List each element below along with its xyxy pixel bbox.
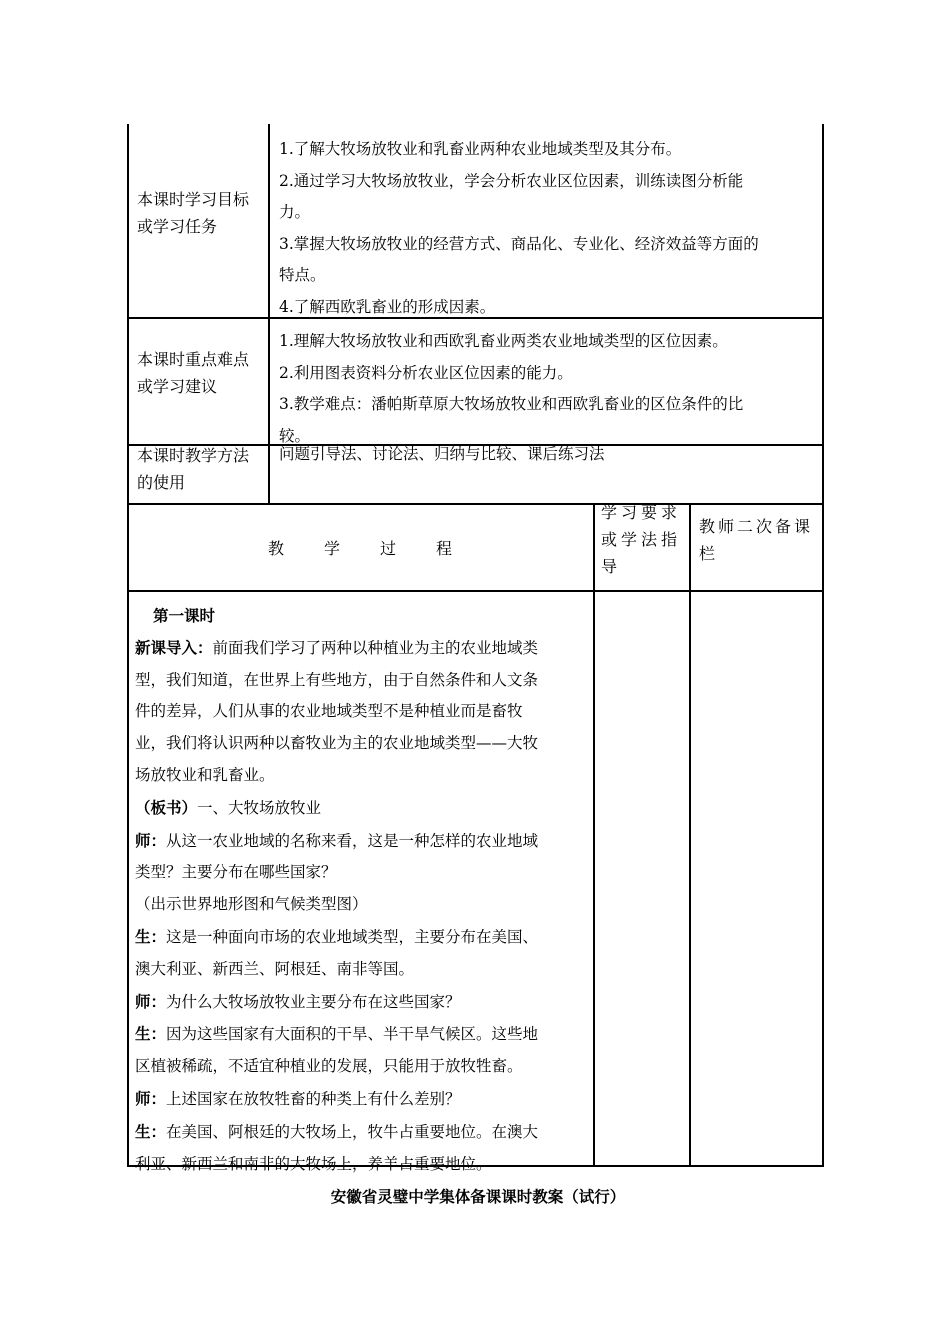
- goal-line: 2.通过学习大牧场放牧业，学会分析农业区位因素，训练读图分析能: [279, 171, 744, 190]
- process-line: [135, 665, 590, 697]
- key-point-line: 较。: [279, 426, 311, 445]
- goals-content: [279, 134, 819, 323]
- process-title-char: 学: [323, 538, 340, 558]
- process-line-text: 从这一农业地域的名称来看，这是一种怎样的农业地域: [166, 831, 539, 850]
- process-line: [135, 889, 590, 921]
- table-border-left: [127, 124, 129, 1167]
- process-line: [135, 1051, 590, 1083]
- speaker-label: 生：: [135, 926, 167, 946]
- key-points-label-line: 本课时重点难点: [137, 350, 250, 369]
- teacher-notes-header-line: 栏: [699, 544, 719, 563]
- process-line-text: 为什么大牧场放牧业主要分布在这些国家？: [166, 992, 461, 1011]
- process-line-text: （出示世界地形图和气候类型图）: [135, 895, 368, 914]
- process-line-text: 一、大牧场放牧业: [197, 798, 322, 817]
- process-line-text: 利亚、新西兰和南非的大牧场上，养羊占重要地位。: [135, 1154, 492, 1173]
- goals-label-line: 或学习任务: [137, 217, 218, 236]
- key-points-content: [279, 326, 819, 452]
- speaker-label: （板书）: [135, 797, 198, 817]
- goal-line: 1.了解大牧场放牧业和乳畜业两种农业地域类型及其分布。: [279, 140, 682, 158]
- goal-line: 特点。: [279, 266, 326, 284]
- process-line-text: 澳大利亚、新西兰、阿根廷、南非等国。: [135, 959, 415, 978]
- process-line: [135, 760, 590, 792]
- study-guide-header: [601, 499, 681, 580]
- process-line: [135, 792, 590, 825]
- process-line-text: 业，我们将认识两种以畜牧业为主的农业地域类型——大牧: [135, 734, 539, 753]
- speaker-label: 生：: [135, 1121, 167, 1141]
- speaker-label: 生：: [135, 1024, 167, 1044]
- methods-content: 问题引导法、讨论法、归纳与比较、课后练习法: [279, 445, 605, 463]
- process-line-text: 型，我们知道，在世界上有些地方，由于自然条件和人文条: [135, 670, 539, 689]
- document-footer: 安徽省灵璧中学集体备课课时教案（试行）: [330, 1187, 626, 1206]
- process-content: [135, 600, 590, 1180]
- key-points-label-line: 或学习建议: [137, 377, 218, 396]
- process-line-text: 这是一种面向市场的农业地域类型，主要分布在美国、: [166, 927, 539, 946]
- process-title-char: 教: [267, 538, 284, 558]
- lesson-plan-table: [127, 124, 824, 1173]
- label-divider: [268, 124, 270, 504]
- goals-label-line: 本课时学习目标: [137, 190, 250, 209]
- process-line: [135, 1018, 590, 1051]
- goal-line: 3.掌握大牧场放牧业的经营方式、商品化、专业化、经济效益等方面的: [279, 234, 759, 253]
- methods-label-line: 本课时教学方法: [137, 446, 250, 465]
- process-line-text: 件的差异，人们从事的农业地域类型不是种植业而是畜牧: [135, 702, 523, 721]
- process-paragraphs: [135, 632, 590, 1181]
- study-guide-header-line: 导: [601, 557, 622, 576]
- table-border-right: [822, 124, 824, 1167]
- process-title-char: 过: [379, 538, 396, 558]
- speaker-label: 师：: [135, 991, 167, 1011]
- process-line: [135, 1149, 590, 1181]
- key-point-line: 1.理解大牧场放牧业和西欧乳畜业两类农业地域类型的区位因素。: [279, 332, 728, 350]
- goal-line: 力。: [279, 203, 311, 221]
- methods-label-line: 的使用: [137, 473, 186, 492]
- process-line-text: 上述国家在放牧牲畜的种类上有什么差别？: [166, 1089, 461, 1108]
- lesson-heading: 第一课时: [153, 606, 216, 625]
- goals-label: [137, 186, 249, 240]
- process-divider-2: [689, 504, 691, 1167]
- study-guide-header-line: 学习要求: [601, 503, 682, 522]
- process-line-text: 区植被稀疏，不适宜种植业的发展，只能用于放牧牲畜。: [135, 1057, 523, 1076]
- process-divider-1: [593, 504, 595, 1167]
- process-title: [127, 504, 593, 590]
- process-line-text: 前面我们学习了两种以种植业为主的农业地域类: [212, 638, 539, 657]
- process-line: [135, 696, 590, 728]
- process-line: [135, 728, 590, 760]
- speaker-label: 师：: [135, 1088, 167, 1108]
- key-point-line: 2.利用图表资料分析农业区位因素的能力。: [279, 363, 573, 382]
- process-line: [135, 1116, 590, 1149]
- process-line: [135, 632, 590, 665]
- goal-line: 4.了解西欧乳畜业的形成因素。: [279, 297, 496, 316]
- process-line-text: 类型？主要分布在哪些国家？: [135, 863, 337, 882]
- teacher-notes-header-line: 教师二次备课: [699, 517, 814, 536]
- process-line: [135, 1083, 590, 1116]
- methods-label: [137, 442, 249, 496]
- process-line: [135, 986, 590, 1019]
- teacher-notes-header: [699, 513, 813, 567]
- process-line-text: 场放牧业和乳畜业。: [135, 765, 275, 784]
- key-points-label: [137, 346, 249, 400]
- study-guide-header-line: 或学法指: [601, 530, 682, 549]
- speaker-label: 师：: [135, 830, 167, 850]
- process-line: [135, 921, 590, 954]
- process-line-text: 在美国、阿根廷的大牧场上，牧牛占重要地位。在澳大: [166, 1122, 539, 1141]
- process-line: [135, 857, 590, 889]
- process-title-char: 程: [435, 538, 452, 558]
- row-divider-4: [127, 590, 824, 592]
- process-line: [135, 825, 590, 858]
- process-line-text: 因为这些国家有大面积的干旱、半干旱气候区。这些地: [166, 1025, 539, 1044]
- process-line: [135, 954, 590, 986]
- speaker-label: 新课导入：: [135, 637, 213, 657]
- key-point-line: 3.教学难点：潘帕斯草原大牧场放牧业和西欧乳畜业的区位条件的比: [279, 395, 744, 413]
